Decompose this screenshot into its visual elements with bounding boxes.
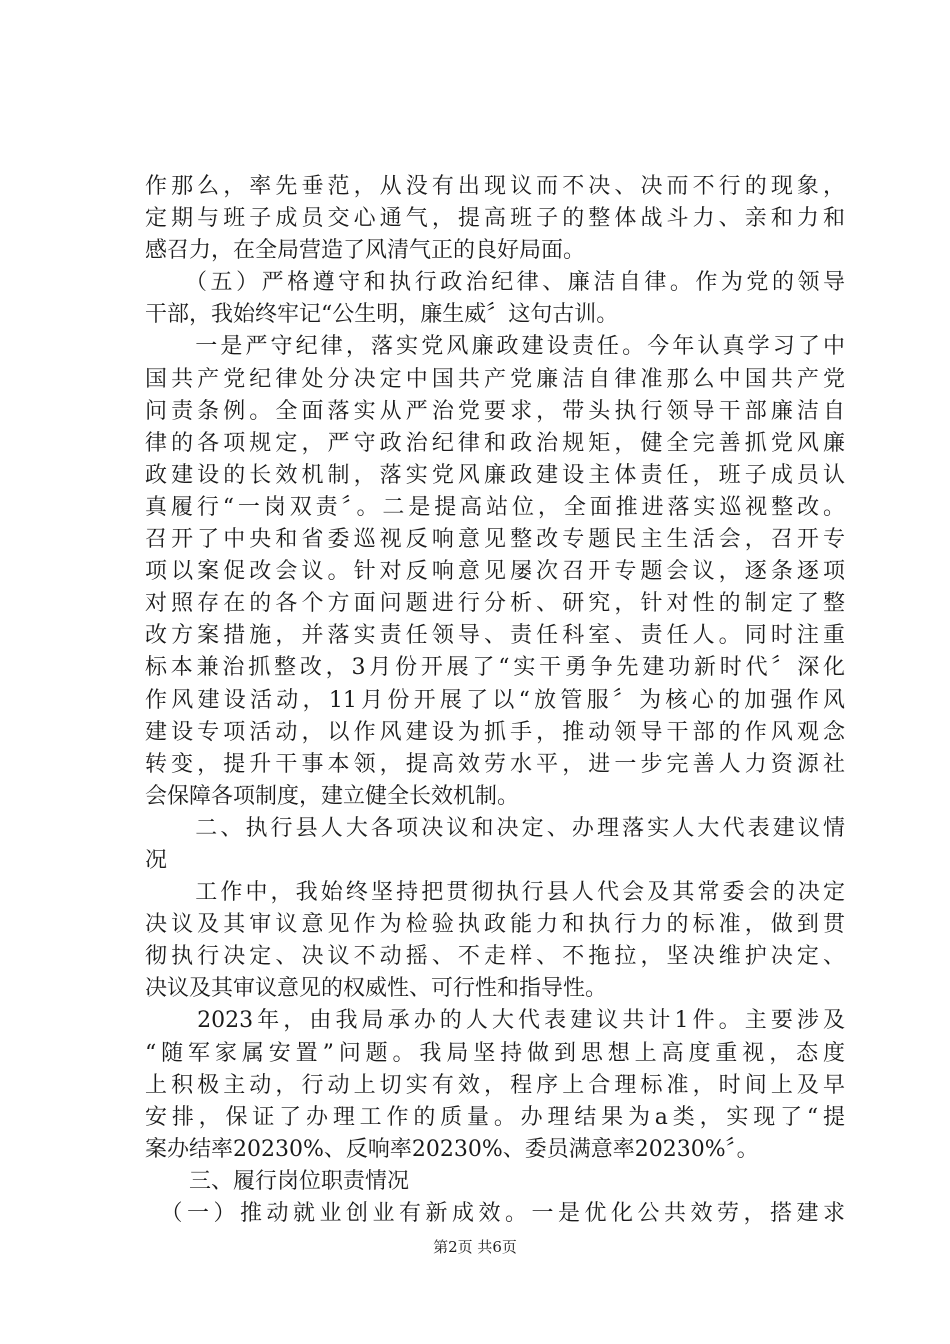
text-line: 会保障各项制度，建立健全长效机制。 (145, 783, 520, 809)
text-line: 定期与班子成员交心通气，提高班子的整体战斗力、亲和力和 (145, 206, 845, 232)
text-line: “随军家属安置”问题。我局坚持做到思想上高度重视，态度 (145, 1040, 845, 1066)
text-line: 安排，保证了办理工作的质量。办理结果为a类，实现了“提 (145, 1104, 845, 1130)
text-line: （五）严格遵守和执行政治纪律、廉洁自律。作为党的领导 (145, 270, 845, 296)
text-line: 律的各项规定，严守政治纪律和政治规矩，健全完善抓党风廉 (145, 430, 845, 456)
text-line: 一是严守纪律，落实党风廉政建设责任。今年认真学习了中 (145, 334, 845, 360)
text-line: 作那么，率先垂范，从没有出现议而不决、决而不行的现象， (145, 174, 845, 199)
text-line: 召开了中央和省委巡视反响意见整改专题民主生活会，召开专 (145, 527, 845, 553)
text-line: 彻执行决定、决议不动摇、不走样、不拖拉，坚决维护决定、 (145, 944, 845, 970)
text-line: 项以案促改会议。针对反响意见屡次召开专题会议，逐条逐项 (145, 559, 845, 585)
text-line: （一）推动就业创业有新成效。一是优化公共效劳，搭建求 (145, 1201, 845, 1226)
text-line: 对照存在的各个方面问题进行分析、研究，针对性的制定了整 (145, 591, 845, 617)
text-line: 干部，我始终牢记“公生明，廉生威〞这句古训。 (145, 302, 619, 328)
text-line: 三、履行岗位职责情况 (145, 1168, 410, 1194)
text-line: 改方案措施，并落实责任领导、责任科室、责任人。同时注重 (145, 623, 845, 649)
text-line: 二、执行县人大各项决议和决定、办理落实人大代表建议情 (145, 815, 845, 841)
text-line: 真履行“一岗双责〞。二是提高站位，全面推进落实巡视整改。 (145, 494, 845, 520)
page-footer: 第2页 共6页 (433, 1238, 517, 1256)
text-line: 转变，提升干事本领，提高效劳水平，进一步完善人力资源社 (145, 751, 845, 777)
text-line: 国共产党纪律处分决定中国共产党廉洁自律准那么中国共产党 (145, 366, 845, 392)
text-line: 感召力，在全局营造了风清气正的良好局面。 (145, 238, 586, 264)
text-line: 建设专项活动，以作风建设为抓手，推动领导干部的作风观念 (145, 719, 845, 745)
text-line: 工作中，我始终坚持把贯彻执行县人代会及其常委会的决定 (145, 880, 845, 906)
text-line: 案办结率20230%、反响率20230%、委员满意率20230%〞。 (145, 1136, 759, 1162)
text-line: 决议及其审议意见作为检验执政能力和执行力的标准，做到贯 (145, 912, 845, 938)
text-line: 2023年，由我局承办的人大代表建议共计1件。主要涉及 (145, 1008, 845, 1034)
text-line: 上积极主动，行动上切实有效，程序上合理标准，时间上及早 (145, 1072, 845, 1098)
text-line: 问责条例。全面落实从严治党要求，带头执行领导干部廉洁自 (145, 398, 845, 424)
body-text (145, 171, 845, 1230)
text-line: 政建设的长效机制，落实党风廉政建设主体责任，班子成员认 (145, 462, 845, 488)
text-line: 作风建设活动，11月份开展了以“放管服〞为核心的加强作风 (145, 687, 845, 713)
text-line: 决议及其审议意见的权威性、可行性和指导性。 (145, 976, 608, 1002)
text-line: 标本兼治抓整改，3月份开展了“实干勇争先建功新时代〞深化 (145, 655, 845, 681)
text-line: 况 (145, 847, 168, 873)
